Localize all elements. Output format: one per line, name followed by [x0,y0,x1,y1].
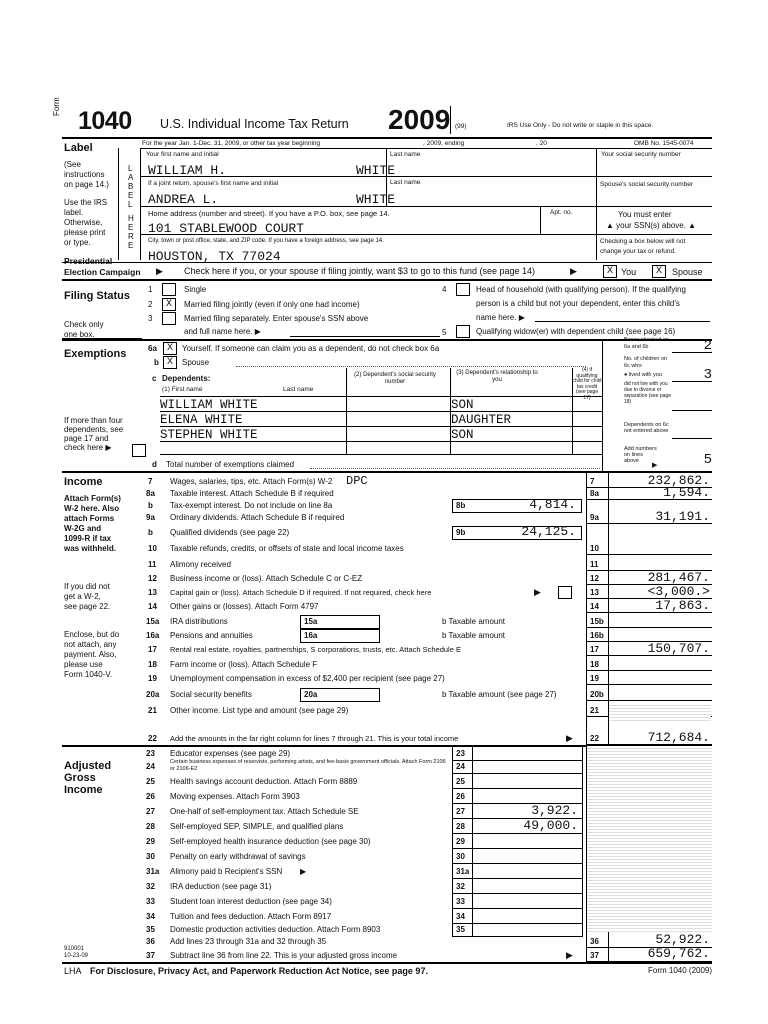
income-box-19: 19 [590,674,599,683]
boxes-checked-label: Boxes checked on 6a and 6b [624,337,669,350]
check-only-one-2: one box. [64,330,95,339]
agi-line-label: Subtract line 36 from line 22. This is your adjusted gross income [170,951,398,960]
last-name-field[interactable]: WHITE [356,163,396,178]
form-footer-id: Form 1040 (2009) [648,966,713,975]
campaign-spouse-checkbox[interactable]: X [652,265,666,278]
income-line-19-num: 19 [148,674,157,683]
agi-line-24-num: 24 [146,762,155,771]
privacy-notice: For Disclosure, Privacy Act, and Paperwork Reduction Act Notice, see page 97. [90,966,428,976]
fs-hoh-label-3: name here. ▶ [476,313,525,322]
agi-box-35: 35 [456,925,465,934]
w2-note: DPC [346,474,368,488]
income-line-label: Qualified dividends (see page 22) [170,528,290,537]
income-row-line [586,655,712,656]
checking-note-2: change your tax or refund. [600,248,676,255]
dependent-2-name[interactable]: ELENA WHITE [160,413,243,427]
arrow-icon: ▶ [534,587,541,597]
spouse-name-label: If a joint return, spouse's first name and initial [148,180,279,187]
see-instructions: (See instructions on page 14.) [64,160,109,189]
income-box-14: 14 [590,602,599,611]
shade-agi [587,746,712,932]
add-numbers-value[interactable]: 5 [703,452,712,468]
agi-line-31a-num: 31a [146,867,160,876]
enclose-note: Enclose, but do not attach, any payment. Also, please use Form 1040-V. [64,630,120,679]
campaign-text: Check here if you, or your spouse if filing jointly, want $3 to go to this fund (see page 14) [184,266,536,276]
agi-line-label: Self-employed health insurance deduction (see page 30) [170,837,371,846]
agi-line-label: Domestic production activities deduction. Attach Form 8903 [170,925,381,934]
fs-qw-checkbox[interactable] [456,325,470,338]
income-box-10: 10 [590,544,599,553]
label-heading: Label [64,142,93,154]
dependent-3-name[interactable]: STEPHEN WHITE [160,428,258,442]
spouse-last-name-field[interactable]: WHITE [356,192,396,207]
income-line-b-num: b [148,501,153,510]
lived-with-value[interactable]: 3 [703,367,712,383]
fs-num-1: 1 [148,285,153,294]
yourself-label: Yourself. If someone can claim you as a dependent, do not check box 6a [182,344,440,353]
income-line-label: Taxable refunds, credits, or offsets of state and local income taxes [170,544,404,553]
col-line [586,472,587,745]
exemptions-heading: Exemptions [64,348,127,360]
agi-line-23-num: 23 [146,749,155,758]
tax-year-ending: , 2009, ending [423,140,465,147]
income-box-13: 13 [590,588,599,597]
income-box-22: 22 [590,734,599,743]
agi-line-35-num: 35 [146,925,155,934]
address-label: Home address (number and street). If you have a P.O. box, see page 14. [148,209,390,218]
yourself-checkbox[interactable]: X [163,342,177,355]
income-row-line [586,499,712,500]
add-numbers-arrow: ▶ [652,462,658,469]
taxable-amount-label: b Taxable amount (see page 27) [442,690,557,699]
dep-ssn-header: (2) Dependent's social security number [354,372,436,385]
form-title: U.S. Individual Income Tax Return [160,117,349,131]
income-line-11-num: 11 [148,560,157,569]
dependent-2-relationship[interactable]: DAUGHTER [451,413,512,427]
agi-col-line [472,746,473,937]
income-line-label: Tax-exempt interest. Do not include on line 8a [170,501,333,510]
spouse-ssn-label: Spouse's social security number [600,181,694,188]
shade-21 [609,705,711,721]
campaign-text-arrow: ▶ [570,266,577,276]
spouse-checkbox[interactable]: X [163,356,177,369]
income-line-label: Alimony received [170,560,231,569]
income-line-20a-num: 20a [146,690,160,699]
agi-line-label: One-half of self-employment tax. Attach Schedule SE [170,807,359,816]
election-campaign-label: Election Campaign [64,267,141,277]
income-line-label: Rental real estate, royalties, partnerships, S corporations, trusts, etc. Attach Schedule E [170,645,461,654]
income-row-line [586,554,712,555]
agi-line-27-num: 27 [146,807,155,816]
income-box-9a: 9a [590,513,599,522]
income-line-13-num: 13 [148,588,157,597]
recipient-ssn-arrow: ▶ [300,867,307,876]
agi-box-34: 34 [456,912,465,921]
inner-amount[interactable]: 24,125. [521,524,576,539]
campaign-you-label: You [621,267,637,277]
income-line-label: Ordinary dividends. Attach Schedule B if required [170,513,345,522]
agi-box-l37: 37 [590,951,599,960]
income-line-16a-num: 16a [146,631,160,640]
agi-box-28: 28 [456,822,465,831]
income-line-17-num: 17 [148,645,157,654]
income-box-11: 11 [590,560,599,569]
income-row-line [586,612,712,613]
inner-box-label: 9b [456,528,466,537]
arrow-icon: ▶ [566,950,573,960]
income-line-label: Farm income or (loss). Attach Schedule F [170,660,318,669]
fs-mfs-label: Married filing separately. Enter spouse's SSN above [184,314,369,323]
agi-box-32: 32 [456,882,465,891]
line-6d-num: d [152,460,157,469]
fs-hoh-label: Head of household (with qualifying person). If the qualifying [476,285,686,294]
income-line-15a-num: 15a [146,617,160,626]
inner-box-label: 20a [304,690,318,699]
fs-num-4: 4 [442,285,447,294]
line-6b-num: b [154,358,159,367]
dependent-3-relationship[interactable]: SON [451,428,474,442]
agi-line-label: Add lines 23 through 31a and 32 through 35 [170,937,327,946]
line-6a-num: 6a [148,344,157,353]
agi-box-25: 25 [456,777,465,786]
boxes-checked-value[interactable]: 2 [703,338,712,354]
address-field[interactable]: 101 STABLEWOOD COURT [148,221,305,236]
income-row-line [586,700,712,701]
check-only-one-1: Check only [64,320,104,329]
spouse-exemption-label: Spouse [182,358,210,367]
add-numbers-label: Add numbers on lines above [624,446,657,464]
income-line-21-num: 21 [148,706,157,715]
agi-amount-27[interactable]: 3,922. [531,803,578,818]
agi-line-label: Health savings account deduction. Attach Form 8889 [170,777,358,786]
income-amount-7[interactable]: 232,862. [647,473,710,488]
agi-right-line [586,746,587,962]
agi-line-label: Educator expenses (see page 29) [170,749,291,758]
campaign-you-checkbox[interactable]: X [603,265,617,278]
agi-line-label: Tuition and fees deduction. Attach Form 8917 [170,912,332,921]
income-line-label: Capital gain or (loss). Attach Schedule D if required. If not required, check here [170,588,432,597]
inner-box[interactable] [300,688,380,702]
tax-year-line: For the year Jan. 1-Dec. 31, 2009, or other tax year beginning [142,140,321,147]
agi-col-line [452,746,453,937]
form-code-1: 910001 [64,946,85,952]
income-line-label: IRA distributions [170,617,228,626]
fs-num-3: 3 [148,314,153,323]
line-6c-num: c [152,374,157,383]
form-code: (99) [455,123,467,130]
must-enter-ssn-1: You must enter [618,210,672,219]
agi-box-23: 23 [456,749,465,758]
spouse-last-name-label: Last name [390,179,421,186]
income-line-7-num: 7 [148,477,153,486]
dep-relationship-header: (3) Dependent's relationship to you [456,370,538,383]
label-letters: L A B E L H E R E [128,164,134,250]
agi-line-32-num: 32 [146,882,155,891]
income-box-17: 17 [590,645,599,654]
agi-line-label: Student loan interest deduction (see page 34) [170,897,332,906]
agi-box-24: 24 [456,762,465,771]
income-box-7: 7 [590,477,595,486]
dependents-6c-label: Dependents on 6c not entered above [624,422,669,434]
agi-amount-l36[interactable]: 52,922. [655,932,710,947]
first-name-label: Your first name and initial [146,151,219,158]
agi-line-label: Moving expenses. Attach Form 3903 [170,792,300,801]
income-line-label: Business income or (loss). Attach Schedule C or C-EZ [170,574,363,583]
income-line-label: Add the amounts in the far right column for lines 7 through 21. This is your total income [170,734,459,743]
income-amount-8a[interactable]: 1,594. [663,485,710,500]
agi-col-line [582,746,583,937]
apt-label: Apt. no. [550,209,573,216]
income-line-label: Pensions and annuities [170,631,253,640]
more-than-four-note: If more than four dependents, see page 17 and check here ▶ [64,416,124,452]
income-heading: Income [64,476,103,488]
income-line-9a-num: 9a [146,513,155,522]
agi-line-label: Certain business expenses of reservists, performing artists, and fee-basis government officials. Attach Form 2106 or 2106-EZ [170,759,446,772]
must-enter-ssn-2: ▲ your SSN(s) above. ▲ [606,221,697,230]
income-line-8a-num: 8a [146,489,155,498]
income-amount-12[interactable]: 281,467. [647,570,710,585]
city-label: City, town or post office, state, and ZIP code. If you have a foreign address, see page 14. [148,238,384,244]
lha-label: LHA [64,966,82,976]
use-irs-label: Use the IRS label. Otherwise, please print or type. [64,198,108,247]
inner-amount[interactable]: 4,814. [529,497,576,512]
did-not-live-label: did not live with you due to divorce or separation (see page 18) [624,381,671,405]
income-line-label: Wages, salaries, tips, etc. Attach Form(s) W-2 [170,477,333,486]
agi-box-26: 26 [456,792,465,801]
dependent-1-relationship[interactable]: SON [451,398,474,412]
agi-amount-l37[interactable]: 659,762. [647,946,710,961]
agi-line-25-num: 25 [146,777,155,786]
income-line-12-num: 12 [148,574,157,583]
dep-last-name-header: Last name [283,386,314,393]
fs-single-label: Single [184,285,207,294]
dep-ctc-header: (4) if qualifying child for child tax credit (see page 17) [572,367,602,401]
income-box-8a: 8a [590,489,599,498]
fs-hoh-checkbox[interactable] [456,283,470,296]
fs-mfj-checkbox[interactable]: X [162,298,176,311]
tax-year-20: , 20 [536,140,547,147]
form-code-2: 10-23-09 [64,953,89,959]
income-box-15b: 15b [590,617,604,626]
dependent-1-name[interactable]: WILLIAM WHITE [160,398,258,412]
dependents-label: Dependents: [162,374,211,383]
ssn-label: Your social security number [601,151,681,158]
agi-box-l36: 36 [590,937,599,946]
attach-w2-note: Attach Form(s) W-2 here. Also attach Forms W-2G and 1099-R if tax was withheld. [64,494,121,553]
income-row-line [586,670,712,671]
omb-number: OMB No. 1545-0074 [634,140,694,147]
income-line-label: Other income. List type and amount (see page 29) [170,706,349,715]
agi-line-l37-num: 37 [146,951,155,960]
agi-line-l36-num: 36 [146,937,155,946]
tax-year: 2009 [388,104,451,135]
income-line-14-num: 14 [148,602,157,611]
arrow-icon: ▶ [566,733,573,743]
agi-box-27: 27 [456,807,465,816]
form-number: 1040 [78,107,132,135]
fs-mfj-label: Married filing jointly (even if only one had income) [184,300,360,309]
agi-line-33-num: 33 [146,897,155,906]
income-line-b-num: b [148,528,153,537]
irs-use-only: IRS Use Only - Do not write or staple in this space. [507,122,654,129]
agi-line-label: IRA deduction (see page 31) [170,882,272,891]
no-w2-note: If you did not get a W-2, see page 22. [64,582,111,611]
income-line-label: Social security benefits [170,690,252,699]
fs-qw-label: Qualifying widow(er) with dependent child (see page 16) [476,327,676,336]
agi-box-31a: 31a [456,867,470,876]
agi-line-26-num: 26 [146,792,155,801]
income-box-20b: 20b [590,690,604,699]
income-amount-9a[interactable]: 31,191. [655,509,710,524]
agi-line-28-num: 28 [146,822,155,831]
checking-note-1: Checking a box below will not [600,238,686,245]
agi-heading: Adjusted Gross Income [64,760,112,796]
income-row-line [586,684,712,685]
fs-single-checkbox[interactable] [162,283,176,296]
spouse-first-name-field[interactable]: ANDREA L. [148,192,219,207]
dep-first-name-header: (1) First name [162,386,203,393]
agi-box-30: 30 [456,852,465,861]
income-line-label: Other gains or (losses). Attach Form 4797 [170,602,319,611]
fs-hoh-label-2: person is a child but not your dependent, enter this child's [476,299,680,308]
income-amount-17[interactable]: 150,707. [647,641,710,656]
income-row-line [586,627,712,628]
income-line-22-num: 22 [148,734,157,743]
first-name-field[interactable]: WILLIAM H. [148,163,227,178]
inner-box-label: 16a [304,631,318,640]
capital-gain-checkbox[interactable] [558,586,572,599]
fs-mfs-label-2: and full name here. ▶ [184,327,261,336]
income-line-label: Taxable interest. Attach Schedule B if required [170,489,334,498]
inner-box[interactable] [300,615,380,629]
agi-line-label: Alimony paid b Recipient's SSN [170,867,283,876]
agi-box-33: 33 [456,897,465,906]
inner-box-label: 8b [456,501,466,510]
income-amount-22[interactable]: 712,684. [647,730,710,745]
inner-box-label: 15a [304,617,318,626]
campaign-arrow: ▶ [156,266,163,276]
income-box-12: 12 [590,574,599,583]
agi-line-30-num: 30 [146,852,155,861]
city-field[interactable]: HOUSTON, TX 77024 [148,249,281,264]
income-box-16b: 16b [590,631,604,640]
agi-box-29: 29 [456,837,465,846]
agi-line-label: Self-employed SEP, SIMPLE, and qualified plans [170,822,344,831]
income-box-21: 21 [590,706,599,715]
agi-line-29-num: 29 [146,837,155,846]
income-line-18-num: 18 [148,660,157,669]
inner-box[interactable] [300,629,380,643]
total-exemptions-label: Total number of exemptions claimed [166,460,295,469]
no-children-label: No. of children on 6c who: [624,356,668,369]
fs-num-5: 5 [442,328,447,337]
fs-num-2: 2 [148,300,153,309]
taxable-amount-label: b Taxable amount [442,631,506,640]
income-line-label: Unemployment compensation in excess of $2,400 per recipient (see page 27) [170,674,445,683]
income-row-line [586,523,712,524]
agi-line-label: Penalty on early withdrawal of savings [170,852,306,861]
presidential-label: Presidential [64,256,113,266]
agi-line-34-num: 34 [146,912,155,921]
lived-with-label: ● lived with you [624,372,662,378]
income-line-10-num: 10 [148,544,157,553]
last-name-label: Last name [390,151,421,158]
filing-status-heading: Filing Status [64,290,130,302]
campaign-spouse-label: Spouse [672,267,703,277]
income-amount-13[interactable]: <3,000.> [647,584,710,599]
income-amount-14[interactable]: 17,863. [655,598,710,613]
form-word: Form [52,97,61,116]
agi-amount-28[interactable]: 49,000. [523,818,578,833]
more-than-four-checkbox[interactable] [132,444,146,457]
taxable-amount-label: b Taxable amount [442,617,506,626]
fs-mfs-checkbox[interactable] [162,312,176,325]
income-box-18: 18 [590,660,599,669]
